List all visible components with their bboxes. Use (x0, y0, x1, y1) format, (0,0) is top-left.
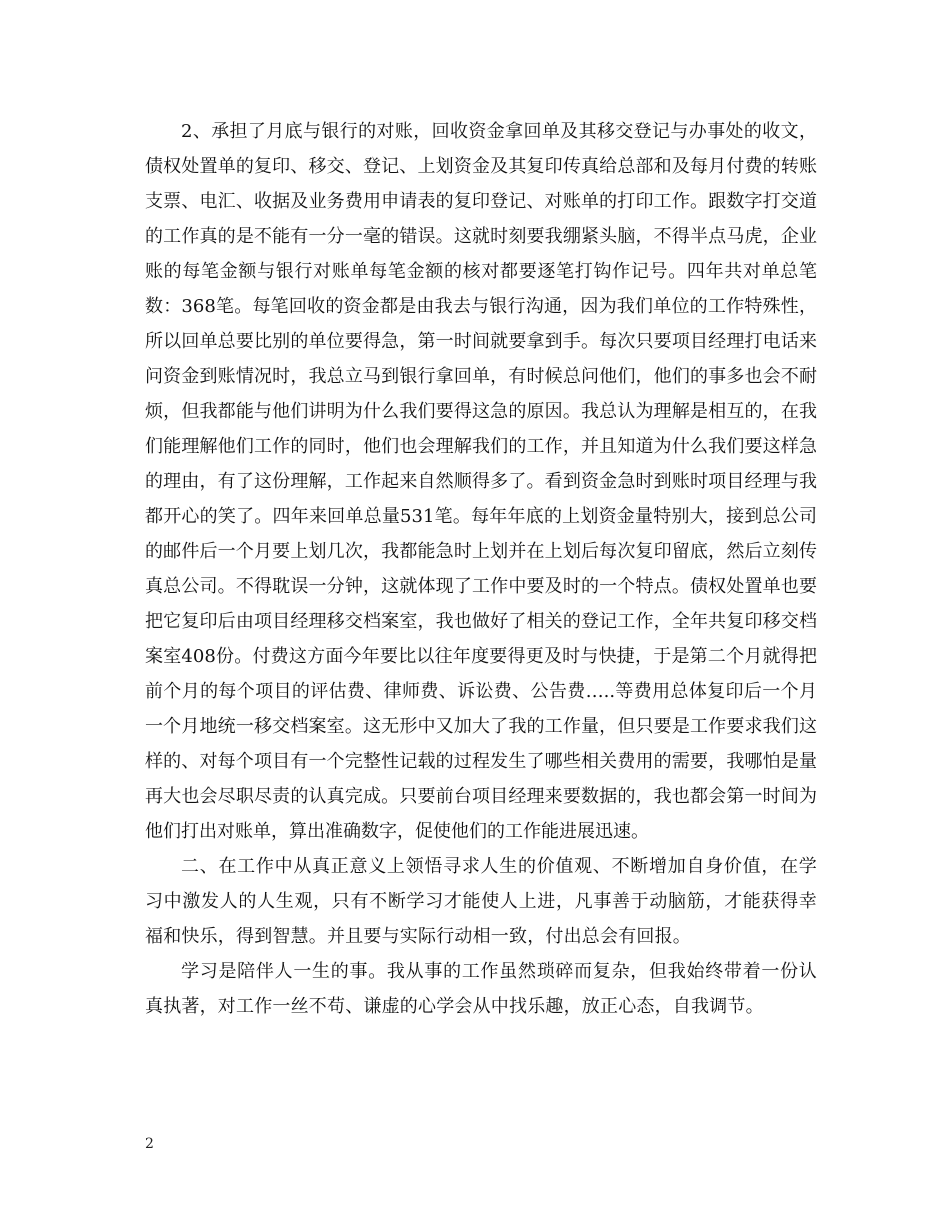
paragraph-learning: 学习是陪伴人一生的事。我从事的工作虽然琐碎而复杂，但我始终带着一份认真执著，对工作一丝不苟、谦虚的心学会从中找乐趣，放正心态，自我调节。 (145, 961, 817, 1017)
paragraph-account-reconciliation: 2、承担了月底与银行的对账，回收资金拿回单及其移交登记与办事处的收文，债权处置单的复印、移交、登记、上划资金及其复印传真给总部和及每月付费的转账支票、电汇、收据及业务费用申请表的复印登记、对账单的打印工作。跟数字打交道的工作真的是不能有一分一毫的错误。这就时刻要我绷紧头脑，不得半点马虎，企业账的每笔金额与银行对账单每笔金额的核对都要逐笔打钩作记号。四年共对单总笔数：368笔。每笔回收的资金都是由我去与银行沟通，因为我们单位的工作特殊性，所以回单总要比别的单位要得急，第一时间就要拿到手。每次只要项目经理打电话来问资金到账情况时，我总立马到银行拿回单，有时候总问他们，他们的事多也会不耐烦，但我都能与他们讲明为什么我们要得这急的原因。我总认为理解是相互的，在我们能理解他们工作的同时，他们也会理解我们的工作，并且知道为什么我们要这样急的理由，有了这份理解，工作起来自然顺得多了。看到资金急时到账时项目经理与我都开心的笑了。四年来回单总量531笔。每年年底的上划资金量特别大，接到总公司的邮件后一个月要上划几次，我都能急时上划并在上划后每次复印留底，然后立刻传真总公司。不得耽误一分钟，这就体现了工作中要及时的一个特点。债权处置单也要把它复印后由项目经理移交档案室，我也做好了相关的登记工作，全年共复印移交档案室408份。付费这方面今年要比以往年度要得更及时与快捷，于是第二个月就得把前个月的每个项目的评估费、律师费、诉讼费、公告费…..等费用总体复印后一个月一个月地统一移交档案室。这无形中又加大了我的工作量，但只要是工作要求我们这样的、对每个项目有一个完整性记载的过程发生了哪些相关费用的需要，我哪怕是量再大也会尽职尽责的认真完成。只要前台项目经理来要数据的，我也都会第一时间为他们打出对账单，算出准确数字，促使他们的工作能进展迅速。 (145, 121, 817, 842)
page-number: 2 (145, 1136, 154, 1152)
document-body (145, 114, 817, 1024)
paragraph-values: 二、在工作中从真正意义上领悟寻求人生的价值观、不断增加自身价值，在学习中激发人的人生观，只有不断学习才能使人上进，凡事善于动脑筋，才能获得幸福和快乐，得到智慧。并且要与实际行动相一致，付出总会有回报。 (145, 856, 817, 947)
